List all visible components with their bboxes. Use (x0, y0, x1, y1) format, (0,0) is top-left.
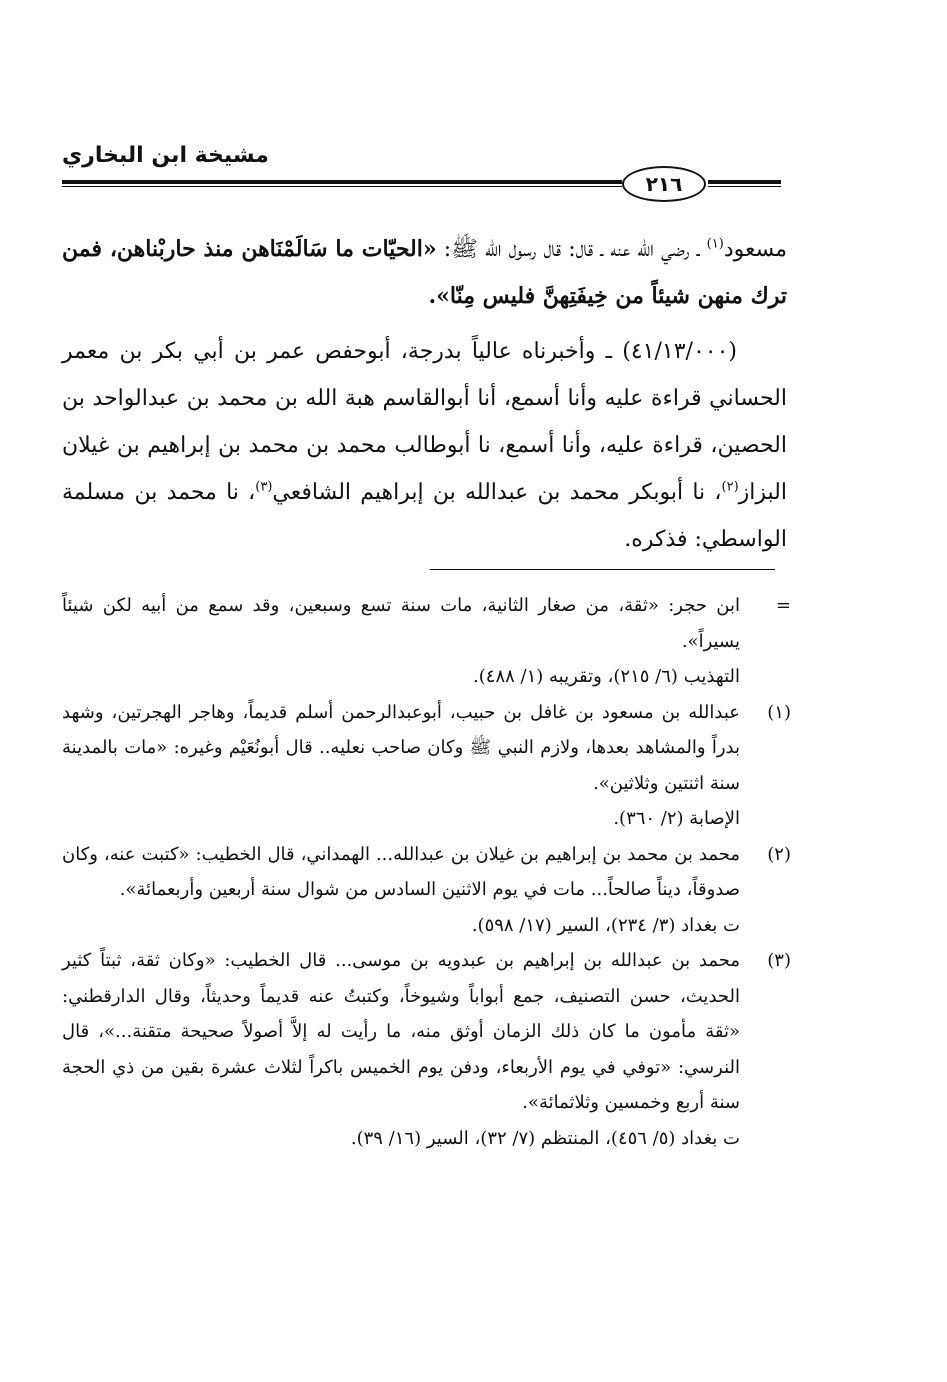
header-rule-right (708, 180, 781, 187)
hadith-text: «الحيّات ما سَالَمْنَاهن منذ حاربْناهن، فمن ترك منهن شيئاً من خِيفَتِهنَّ فليس مِنّا». (62, 236, 787, 309)
text-segment: مسعود (723, 237, 787, 262)
running-title: مشيخة ابن البخاري (62, 143, 269, 168)
footnote-body (62, 695, 740, 837)
text-segment: ، نا محمد بن مسلمة الواسطي: فذكره. (62, 480, 787, 552)
footnote-body (62, 943, 740, 1156)
header-rule-left (62, 180, 622, 187)
text-segment: ـ رضي الله عنه ـ قال: قال رسول الله ﷺ: (436, 237, 707, 262)
footnote-text: محمد بن محمد بن إبراهيم بن غيلان بن عبدالله... الهمداني، قال الخطيب: «كتبت عنه، وكان صدوقاً، ديناً صالحاً... مات في يوم الاثنين السادس من شوال سنة أربعين وأربعمائة». (62, 843, 740, 900)
footnote-body (62, 837, 740, 944)
footnote-ref: (١) (706, 236, 724, 252)
footnotes (62, 588, 795, 1156)
main-text (62, 226, 787, 563)
footnote-separator (430, 569, 775, 570)
footnote-ref: (٢) (721, 479, 739, 495)
footnote-3 (62, 943, 795, 1156)
footnote-mark: = (775, 595, 791, 616)
page-number: ٢١٦ (622, 166, 706, 202)
footnote-text: عبدالله بن مسعود بن غافل بن حبيب، أبوعبدالرحمن أسلم قديماً، وهاجر الهجرتين، وشهد بدراً والمشاهد بعدها، ولازم النبي ﷺ وكان صاحب نعليه.. قال أبونُعَيْم وغيره: «مات بالمدينة سنة اثنتين وثلاثين». (62, 701, 740, 794)
footnote-text: ابن حجر: «ثقة، من صغار الثانية، مات سنة تسع وسبعين، وقد سمع من أبيه لكن شيئاً يسيراً». (62, 595, 740, 652)
footnote-text: محمد بن عبدالله بن إبراهيم بن عبدويه بن موسى... قال الخطيب: «وكان ثقة، ثبتاً كثير الحديث، حسن التصنيف، جمع أبواباً وشيوخاً، وكتبتُ عنه قديماً وحديثاً، وقال الدارقطني: «ثقة مأمون ما كان ذلك الزمان أوثق منه، ما رأيت له إلاَّ أصولاً صحيحة متقنة...»، قال النرسي: «توفي في يوم الأربعاء، ودفن يوم الخميس باكراً لثلاث عشرة بقين من ذي الحجة سنة أربع وخمسين وثلاثمائة». (62, 950, 740, 1113)
paragraph-isnad (62, 328, 787, 563)
footnote-source: الإصابة (٢/ ٣٦٠). (613, 808, 740, 829)
footnote-2 (62, 837, 795, 944)
footnote-continued (62, 588, 795, 695)
footnote-source: التهذيب (٦/ ٢١٥)، وتقريبه (١/ ٤٨٨). (473, 666, 740, 687)
text-segment: ، نا أبوبكر محمد بن عبدالله بن إبراهيم الشافعي (272, 480, 722, 505)
footnote-source: ت بغداد (٥/ ٤٥٦)، المنتظم (٧/ ٣٢)، السير (١٦/ ٣٩). (350, 1127, 740, 1149)
footnote-1 (62, 695, 795, 837)
footnote-mark: (٢) (767, 843, 791, 865)
footnote-ref: (٣) (255, 479, 273, 495)
text-segment: (٤١/١٣/٠٠٠) ـ وأخبرناه عالياً بدرجة، أبوحفص عمر بن أبي بكر بن معمر الحساني قراءة عليه وأنا أسمع، أنا أبوالقاسم هبة الله بن محمد بن عبدالواحد بن الحصين، قراءة عليه، وأنا أسمع، نا أبوطالب محمد بن محمد بن إبراهيم بن غيلان البزاز (62, 339, 788, 505)
footnote-mark: (١) (767, 701, 791, 723)
footnote-mark: (٣) (767, 950, 791, 971)
paragraph-hadith (62, 226, 787, 320)
footnote-source: ت بغداد (٣/ ٢٣٤)، السير (١٧/ ٥٩٨). (471, 914, 740, 936)
footnote-body (62, 588, 740, 695)
